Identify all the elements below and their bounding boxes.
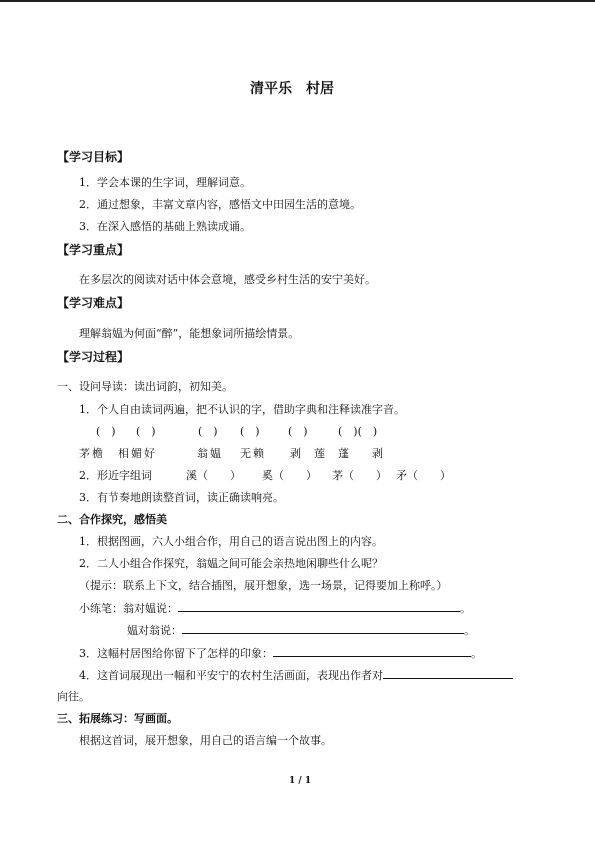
section-2-title: 二、合作探究，感悟美 [57, 513, 167, 526]
section-3-title: 三、拓展练习：写画面。 [57, 712, 178, 725]
practice-label-1: 小练笔：翁对媪说： [79, 602, 178, 615]
pinyin-blank-5: ( ) [288, 425, 308, 438]
section-1-title: 一、设问导读：读出词韵，初知美。 [57, 380, 233, 393]
word-2: 相媚好 [118, 447, 157, 460]
pinyin-blank-6: ( )( ) [338, 425, 378, 438]
pinyin-blank-2: ( ) [136, 425, 156, 438]
section-1-item-2-label: 2．形近字组词 [79, 469, 152, 482]
section-1-item-1: 1．个人自由读词两遍，把不认识的字，借助字典和注释读准字音。 [79, 403, 405, 416]
practice-period-2: 。 [464, 624, 475, 637]
key-points-header: 【学习重点】 [57, 243, 130, 257]
practice-period-1: 。 [460, 602, 471, 615]
key-points-text: 在多层次的阅读对话中体会意境，感受乡村生活的安宁美好。 [79, 273, 376, 286]
pinyin-blank-3: ( ) [198, 425, 218, 438]
pinyin-blank-4: ( ) [240, 425, 260, 438]
section-2-item-4: 4．这首词展现出一幅和平安宁的农村生活画面，表现出作者对 [79, 669, 383, 682]
similar-char-3: 茅（ ） [332, 469, 387, 482]
page-title: 清平乐 村居 [250, 81, 334, 97]
page-number: 1 / 1 [289, 776, 312, 786]
impression-answer-line[interactable] [273, 646, 471, 657]
section-2-item-4-row [79, 668, 513, 683]
word-3: 翁媪 [197, 447, 223, 460]
section-2-item-1: 1．根据图画，六人小组合作，用自己的语言说出图上的内容。 [79, 535, 383, 548]
section-2-item-3: 3．这幅村居图给你留下了怎样的印象： [79, 647, 273, 660]
yearning-answer-line[interactable] [383, 668, 513, 679]
top-border-line [0, 0, 595, 2]
section-1-item-3: 3．有节奏地朗读整首词，读正确读响亮。 [79, 491, 284, 504]
word-6: 莲 [314, 447, 325, 460]
goals-header: 【学习目标】 [57, 150, 130, 164]
practice-answer-line-1[interactable] [178, 601, 460, 612]
pinyin-blank-1: ( ) [96, 425, 116, 438]
section-3-text: 根据这首词，展开想象，用自己的语言编一个故事。 [79, 734, 332, 747]
practice-row-1 [79, 601, 471, 616]
section-2-item-2: 2．二人小组合作探究，翁媪之间可能会亲热地闲聊些什么呢？ [79, 557, 383, 570]
difficulties-header: 【学习难点】 [57, 296, 130, 310]
similar-char-2: 奚（ ） [262, 469, 317, 482]
section-2-item-4-end: 向往。 [57, 690, 90, 703]
word-1: 茅檐 [79, 447, 105, 460]
practice-label-2: 媪对翁说： [127, 624, 182, 637]
word-7: 蓬 [338, 447, 349, 460]
practice-row-2 [127, 623, 475, 638]
practice-answer-line-2[interactable] [182, 623, 464, 634]
section-2-item-3-row [79, 646, 482, 661]
difficulties-text: 理解翁媪为何面“醉”，能想象词所描绘情景。 [79, 327, 300, 340]
goal-item-2: 2．通过想象，丰富文章内容，感悟文中田园生活的意境。 [79, 198, 361, 211]
goal-item-1: 1．学会本课的生字词，理解词意。 [79, 176, 251, 189]
word-5: 剥 [290, 447, 301, 460]
goal-item-3: 3．在深入感悟的基础上熟读成诵。 [79, 220, 251, 233]
similar-char-1: 溪（ ） [186, 469, 241, 482]
word-4: 无赖 [240, 447, 266, 460]
impression-period: 。 [471, 647, 482, 660]
section-2-hint: （提示：联系上下文，结合插图，展开想象，选一场景，记得要加上称呼。） [79, 579, 448, 592]
word-8: 剥 [372, 447, 383, 460]
process-header: 【学习过程】 [57, 350, 130, 364]
similar-char-4: 矛（ ） [396, 469, 451, 482]
